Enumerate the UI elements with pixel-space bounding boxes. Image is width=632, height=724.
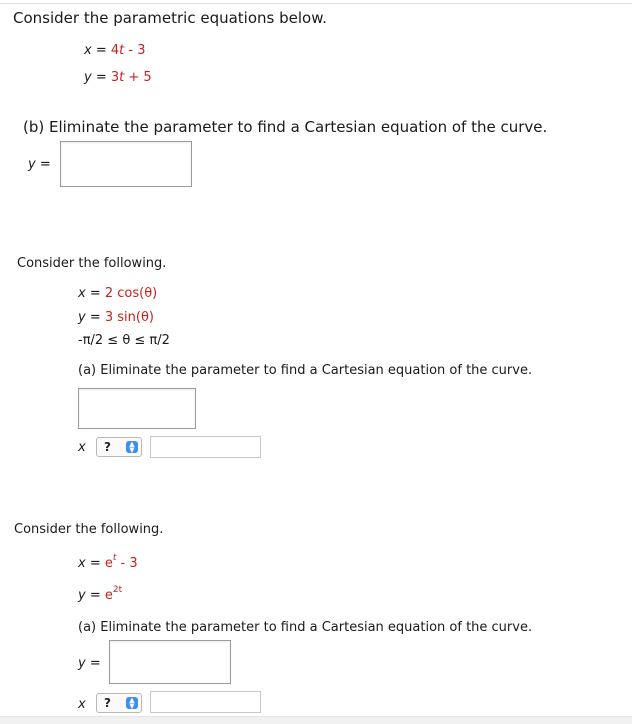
stepper-arrows-icon: ▲ ▼: [126, 697, 138, 709]
problem2-part-a-prompt: (a) Eliminate the parameter to find a Cartesian equation of the curve.: [78, 363, 533, 378]
eq-rhs: 2 cos(θ): [104, 286, 158, 301]
eq-rhs: 3t + 5: [110, 70, 152, 85]
select-value: ?: [104, 696, 111, 710]
problem1-answer-label: y =: [28, 157, 51, 172]
problem3-range-select[interactable]: [96, 693, 142, 713]
problem3-range-input[interactable]: [150, 691, 261, 713]
eq-lhs: x: [78, 286, 86, 301]
problem2-range-input[interactable]: [150, 436, 261, 458]
eq-rhs: $e^{2t}$: [104, 585, 123, 603]
problem2-range-select[interactable]: [96, 437, 142, 457]
eq-lhs: x: [78, 556, 86, 571]
problem3-answer-input[interactable]: [109, 640, 231, 684]
eq-rhs: 3 sin(θ): [104, 310, 154, 325]
problem3-range-variable: x: [78, 697, 86, 712]
eq-lhs: y: [78, 310, 86, 325]
problem3-answer-label: y =: [78, 656, 101, 671]
problem2-answer-input[interactable]: [78, 388, 196, 429]
problem2-range-variable: x: [78, 440, 86, 455]
problem2-equation-y: y = 3 sin(θ): [78, 310, 154, 325]
eq-lhs: x: [84, 43, 92, 58]
problem3-part-a-prompt: (a) Eliminate the parameter to find a Cartesian equation of the curve.: [78, 620, 533, 635]
problem1-equation-y: y = 3t + 5: [84, 70, 152, 85]
problem1-equation-x: x = 4t - 3: [84, 43, 146, 58]
problem1-answer-input[interactable]: [60, 141, 192, 187]
eq-lhs: y: [78, 588, 86, 603]
problem2-constraint: -π/2 ≤ θ ≤ π/2: [78, 333, 170, 348]
problem1-intro: Consider the parametric equations below.: [13, 9, 327, 27]
problem3-equation-x: $x = e^t - 3$: [78, 553, 138, 571]
problem2-equation-x: x = 2 cos(θ): [78, 286, 158, 301]
eq-rhs: $e^t - 3$: [104, 553, 138, 571]
problem1-part-b-prompt: (b) Eliminate the parameter to find a Cartesian equation of the curve.: [23, 118, 548, 136]
top-divider: [0, 3, 632, 4]
problem2-intro: Consider the following.: [17, 256, 167, 271]
stepper-arrows-icon: ▲ ▼: [126, 441, 138, 453]
eq-lhs: y: [84, 70, 92, 85]
eq-rhs: 4t - 3: [110, 43, 146, 58]
select-value: ?: [104, 440, 111, 454]
problem3-equation-y: $y = e^{2t}$: [78, 585, 123, 603]
problem3-intro: Consider the following.: [14, 522, 164, 537]
